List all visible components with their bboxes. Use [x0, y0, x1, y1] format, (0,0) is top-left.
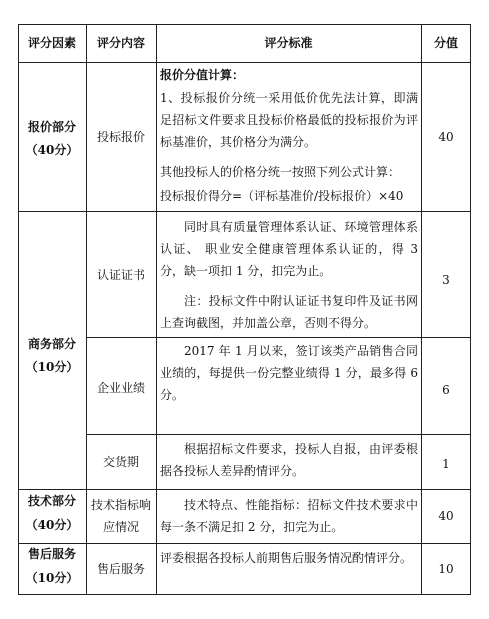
service-content: 售后服务 [96, 562, 145, 576]
price-standard-p2: 其他投标人的价格分统一按照下列公式计算： [160, 165, 401, 179]
service-standard: 评委根据各投标人前期售后服务情况酌情评分。 [160, 551, 413, 565]
business-factor-name: 商务部分 [27, 337, 76, 351]
tech-factor-name: 技术部分 [27, 494, 76, 508]
header-score: 分值 [433, 36, 458, 50]
cert-content: 认证证书 [96, 268, 145, 282]
header-factor: 评分因素 [27, 36, 76, 50]
price-standard-p1: 1、投标报价分统一采用低价优先法计算，即满足招标文件要求且投标价格最低的投标报价为评标基准价，其价格分为满分。 [160, 91, 418, 149]
perf-standard: 2017 年 1 月以来，签订该类产品销售合同业绩的，每提供一份完整业绩得 1 分，最多得 6 分。 [160, 344, 418, 402]
tech-standard: 技术特点、性能指标：招标文件技术要求中每一条不满足扣 2 分，扣完为止。 [160, 498, 418, 534]
subrow-divider-perf [86, 434, 471, 435]
header-content: 评分内容 [96, 36, 145, 50]
tech-factor-score: （40分） [25, 518, 79, 532]
tech-score: 40 [438, 509, 454, 523]
price-content: 投标报价 [96, 130, 145, 144]
delivery-standard: 根据招标文件要求，投标人自报，由评委根据各投标人差异酌情评分。 [160, 442, 418, 478]
price-standard-p3: 投标报价得分=（评标基准价/投标报价）×40 [160, 189, 404, 203]
table-border-left [18, 24, 19, 595]
column-divider-1 [86, 24, 87, 595]
delivery-score: 1 [442, 457, 450, 471]
perf-content: 企业业绩 [96, 381, 145, 395]
service-score: 10 [438, 562, 454, 576]
price-factor-name: 报价部分 [27, 120, 76, 134]
column-divider-2 [156, 24, 157, 595]
business-factor-score: （10分） [25, 360, 79, 374]
delivery-content: 交货期 [102, 455, 139, 469]
service-factor-score: （10分） [25, 571, 79, 585]
perf-score: 6 [442, 383, 450, 397]
header-standard: 评分标准 [264, 36, 313, 50]
tech-content: 技术指标响应情况 [90, 498, 151, 534]
subrow-divider-cert [86, 337, 471, 338]
cert-standard-p1: 同时具有质量管理体系认证、环境管理体系认证、 职业安全健康管理体系认证的，得 3 分，缺一项扣 1 分，扣完为止。 [160, 220, 418, 278]
price-standard-title: 报价分值计算： [160, 68, 245, 82]
service-factor-name: 售后服务 [27, 547, 76, 561]
cert-standard-p2: 注：投标文件中附认证证书复印件及证书网上查询截图，并加盖公章，否则不得分。 [160, 294, 418, 330]
price-factor-score: （40分） [25, 143, 79, 157]
cert-score: 3 [442, 273, 450, 287]
scoring-table [18, 24, 471, 595]
price-score: 40 [438, 130, 454, 144]
